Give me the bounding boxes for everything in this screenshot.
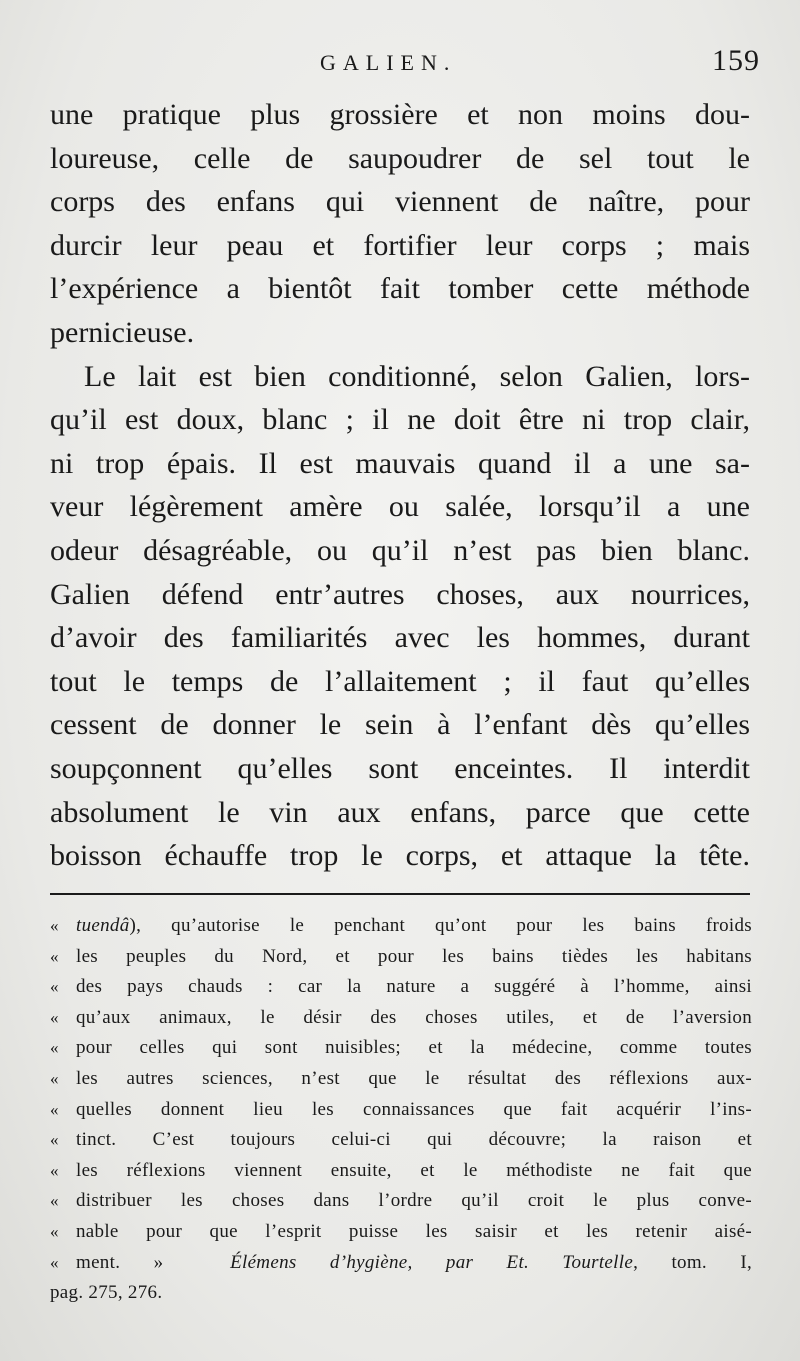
page-header bbox=[40, 44, 760, 88]
footnote-line bbox=[50, 1248, 752, 1279]
body-line: corps des enfans qui viennent de naître, pour bbox=[50, 185, 750, 219]
quote-mark: « bbox=[50, 1068, 59, 1088]
footnote-text: les autres sciences, n’est que le résultat des réflexions aux- bbox=[76, 1067, 752, 1089]
footnote-separator bbox=[50, 893, 750, 895]
footnote-text: les peuples du Nord, et pour les bains tièdes les habitans bbox=[76, 945, 752, 967]
quote-mark: « bbox=[50, 1252, 59, 1272]
body-line: tout le temps de l’allaitement ; il faut qu’elles bbox=[50, 664, 750, 698]
quote-mark: « bbox=[50, 1007, 59, 1027]
body-line: Galien défend entr’autres choses, aux nourrices, bbox=[50, 577, 750, 611]
footnote-text: distribuer les choses dans l’ordre qu’il croit le plus conve- bbox=[76, 1190, 752, 1212]
body-line: veur légèrement amère ou salée, lorsqu’il a une bbox=[50, 490, 750, 524]
citation-volume: , tom. I, bbox=[633, 1251, 752, 1273]
footnote-line bbox=[50, 972, 752, 1003]
body-line: soupçonnent qu’elles sont enceintes. Il interdit bbox=[50, 751, 750, 785]
footnote-text: nable pour que l’esprit puisse les saisir et les retenir aisé- bbox=[76, 1220, 752, 1242]
citation-pages: pag. 275, 276. bbox=[50, 1282, 163, 1304]
footnote-line bbox=[50, 1278, 752, 1309]
body-line: pernicieuse. bbox=[50, 315, 195, 349]
footnote-text: pour celles qui sont nuisibles; et la médecine, comme toutes bbox=[76, 1037, 752, 1059]
quote-mark: « bbox=[50, 1191, 59, 1211]
footnote-text: ment. » bbox=[76, 1251, 164, 1273]
footnote bbox=[50, 911, 752, 1309]
footnote-text: ), qu’autorise le penchant qu’ont pour les bains froids bbox=[129, 915, 752, 936]
footnote-line bbox=[50, 1095, 752, 1126]
footnote-text: des pays chauds : car la nature a suggéré à l’homme, ainsi bbox=[76, 976, 752, 998]
body-line: l’expérience a bientôt fait tomber cette méthode bbox=[50, 272, 750, 306]
footnote-line bbox=[50, 942, 752, 973]
body-line: Le lait est bien conditionné, selon Galien, lors- bbox=[84, 359, 750, 393]
footnote-line bbox=[50, 1217, 752, 1248]
footnote-line bbox=[50, 1125, 752, 1156]
body-line: une pratique plus grossière et non moins dou- bbox=[50, 98, 750, 131]
citation-title: Élémens d’hygiène, par Et. Tourtelle bbox=[230, 1251, 634, 1273]
body-line: odeur désagréable, ou qu’il n’est pas bien blanc. bbox=[50, 533, 750, 567]
footnote-line bbox=[50, 1156, 752, 1187]
footnote-line bbox=[50, 1003, 752, 1034]
body-line: loureuse, celle de saupoudrer de sel tout le bbox=[50, 141, 750, 175]
body-line: boisson échauffe trop le corps, et attaque la tête. bbox=[50, 839, 750, 873]
footnote-line bbox=[50, 911, 752, 942]
body-text bbox=[50, 93, 750, 878]
quote-mark: « bbox=[50, 1038, 59, 1058]
quote-mark: « bbox=[50, 946, 59, 966]
footnote-line bbox=[50, 1064, 752, 1095]
body-line: durcir leur peau et fortifier leur corps ; mais bbox=[50, 228, 750, 262]
footnote-text: qu’aux animaux, le désir des choses utiles, et de l’aversion bbox=[76, 1006, 752, 1028]
running-title: GALIEN. bbox=[320, 50, 457, 75]
body-line: cessent de donner le sein à l’enfant dès qu’elles bbox=[50, 708, 750, 742]
footnote-text: tinct. C’est toujours celui-ci qui découvre; la raison et bbox=[76, 1129, 752, 1151]
quote-mark: « bbox=[50, 1160, 59, 1180]
quote-mark: « bbox=[50, 977, 59, 997]
body-line: ni trop épais. Il est mauvais quand il a une sa- bbox=[50, 446, 750, 480]
page-number: 159 bbox=[712, 44, 760, 77]
footnote-line bbox=[50, 1186, 752, 1217]
body-line: qu’il est doux, blanc ; il ne doit être ni trop clair, bbox=[50, 403, 750, 437]
quote-mark: « bbox=[50, 1221, 59, 1241]
footnote-line bbox=[50, 1033, 752, 1064]
body-line: absolument le vin aux enfans, parce que cette bbox=[50, 795, 750, 829]
quote-mark: « bbox=[50, 1099, 59, 1119]
footnote-text: quelles donnent lieu les connaissances que fait acquérir l’ins- bbox=[76, 1098, 752, 1120]
body-line: d’avoir des familiarités avec les hommes, durant bbox=[50, 621, 750, 655]
footnote-italic-word: tuendâ bbox=[76, 915, 130, 936]
quote-mark: « bbox=[50, 916, 59, 935]
footnote-text: les réflexions viennent ensuite, et le méthodiste ne fait que bbox=[76, 1159, 752, 1181]
quote-mark: « bbox=[50, 1130, 59, 1150]
